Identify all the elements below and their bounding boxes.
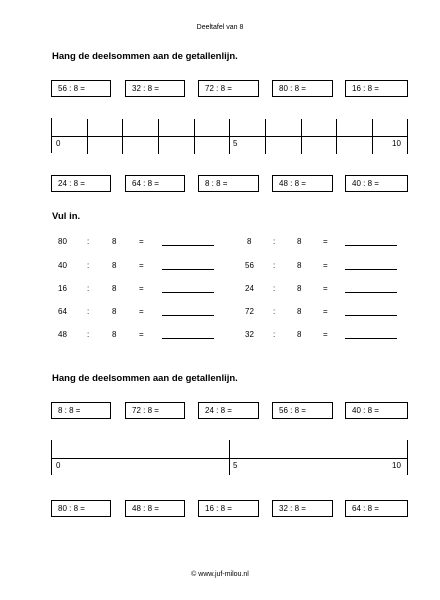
number-line-label-5: 5: [233, 139, 238, 148]
divisor: 8: [297, 237, 302, 246]
equals: =: [139, 261, 144, 270]
section3-heading: Hang de deelsommen aan de getallenlijn.: [52, 373, 238, 384]
division-box: 48 : 8 =: [125, 500, 185, 517]
division-box: 72 : 8 =: [198, 80, 259, 97]
divisor: 8: [297, 284, 302, 293]
division-box: 64 : 8 =: [345, 500, 408, 517]
division-box: 40 : 8 =: [345, 402, 408, 419]
divisor: 8: [112, 330, 117, 339]
colon: :: [87, 307, 90, 316]
number-line-tick: [407, 440, 408, 475]
divisor: 8: [112, 261, 117, 270]
division-box: 32 : 8 =: [125, 80, 185, 97]
answer-blank[interactable]: [162, 315, 214, 316]
colon: :: [273, 330, 276, 339]
colon: :: [273, 261, 276, 270]
number-line-tick: [229, 440, 230, 475]
number-line-tick: [407, 119, 408, 154]
equals: =: [139, 284, 144, 293]
colon: :: [87, 237, 90, 246]
number-line-label-0: 0: [56, 139, 61, 148]
colon: :: [87, 261, 90, 270]
division-box: 32 : 8 =: [272, 500, 333, 517]
equals: =: [139, 237, 144, 246]
answer-blank[interactable]: [162, 292, 214, 293]
dividend: 80: [58, 237, 67, 246]
divisor: 8: [297, 261, 302, 270]
dividend: 32: [245, 330, 254, 339]
division-box: 16 : 8 =: [198, 500, 259, 517]
number-line-tick: [51, 440, 52, 475]
colon: :: [87, 284, 90, 293]
colon: :: [273, 237, 276, 246]
answer-blank[interactable]: [345, 245, 397, 246]
number-line-tick: [87, 119, 88, 154]
dividend: 56: [245, 261, 254, 270]
answer-blank[interactable]: [345, 269, 397, 270]
number-line-tick: [372, 119, 373, 154]
division-box: 64 : 8 =: [125, 175, 185, 192]
colon: :: [273, 307, 276, 316]
divisor: 8: [112, 284, 117, 293]
divisor: 8: [112, 237, 117, 246]
division-box: 8 : 8 =: [198, 175, 259, 192]
page-header: Deeltafel van 8: [196, 24, 244, 31]
division-box: 48 : 8 =: [272, 175, 333, 192]
division-box: 24 : 8 =: [51, 175, 111, 192]
number-line-tick: [194, 119, 195, 154]
division-box: 8 : 8 =: [51, 402, 111, 419]
section2-heading: Vul in.: [52, 211, 81, 222]
division-box: 56 : 8 =: [272, 402, 333, 419]
answer-blank[interactable]: [162, 269, 214, 270]
division-box: 56 : 8 =: [51, 80, 111, 97]
divisor: 8: [297, 330, 302, 339]
division-box: 40 : 8 =: [345, 175, 408, 192]
section1-heading: Hang de deelsommen aan de getallenlijn.: [52, 51, 238, 62]
number-line-tick: [158, 119, 159, 154]
number-line-tick: [301, 119, 302, 154]
dividend: 24: [245, 284, 254, 293]
divisor: 8: [112, 307, 117, 316]
number-line-tick: [336, 119, 337, 154]
equals: =: [323, 237, 328, 246]
equals: =: [139, 307, 144, 316]
number-line-tick: [122, 119, 123, 154]
answer-blank[interactable]: [162, 245, 214, 246]
dividend: 64: [58, 307, 67, 316]
dividend: 72: [245, 307, 254, 316]
number-line-label-10: 10: [392, 139, 401, 148]
division-box: 80 : 8 =: [51, 500, 111, 517]
divisor: 8: [297, 307, 302, 316]
number-line-label-10: 10: [392, 461, 401, 470]
dividend: 40: [58, 261, 67, 270]
division-box: 16 : 8 =: [345, 80, 408, 97]
dividend: 48: [58, 330, 67, 339]
number-line-tick: [51, 118, 52, 153]
answer-blank[interactable]: [345, 338, 397, 339]
division-box: 80 : 8 =: [272, 80, 333, 97]
footer-credit: © www.juf-milou.nl: [191, 571, 249, 578]
number-line-label-5: 5: [233, 461, 238, 470]
answer-blank[interactable]: [345, 292, 397, 293]
division-box: 24 : 8 =: [198, 402, 259, 419]
colon: :: [273, 284, 276, 293]
equals: =: [139, 330, 144, 339]
dividend: 16: [58, 284, 67, 293]
answer-blank[interactable]: [345, 315, 397, 316]
equals: =: [323, 330, 328, 339]
equals: =: [323, 261, 328, 270]
colon: :: [87, 330, 90, 339]
number-line-tick: [265, 119, 266, 154]
number-line-tick: [229, 119, 230, 154]
division-box: 72 : 8 =: [125, 402, 185, 419]
equals: =: [323, 307, 328, 316]
dividend: 8: [247, 237, 252, 246]
answer-blank[interactable]: [162, 338, 214, 339]
number-line-label-0: 0: [56, 461, 61, 470]
equals: =: [323, 284, 328, 293]
